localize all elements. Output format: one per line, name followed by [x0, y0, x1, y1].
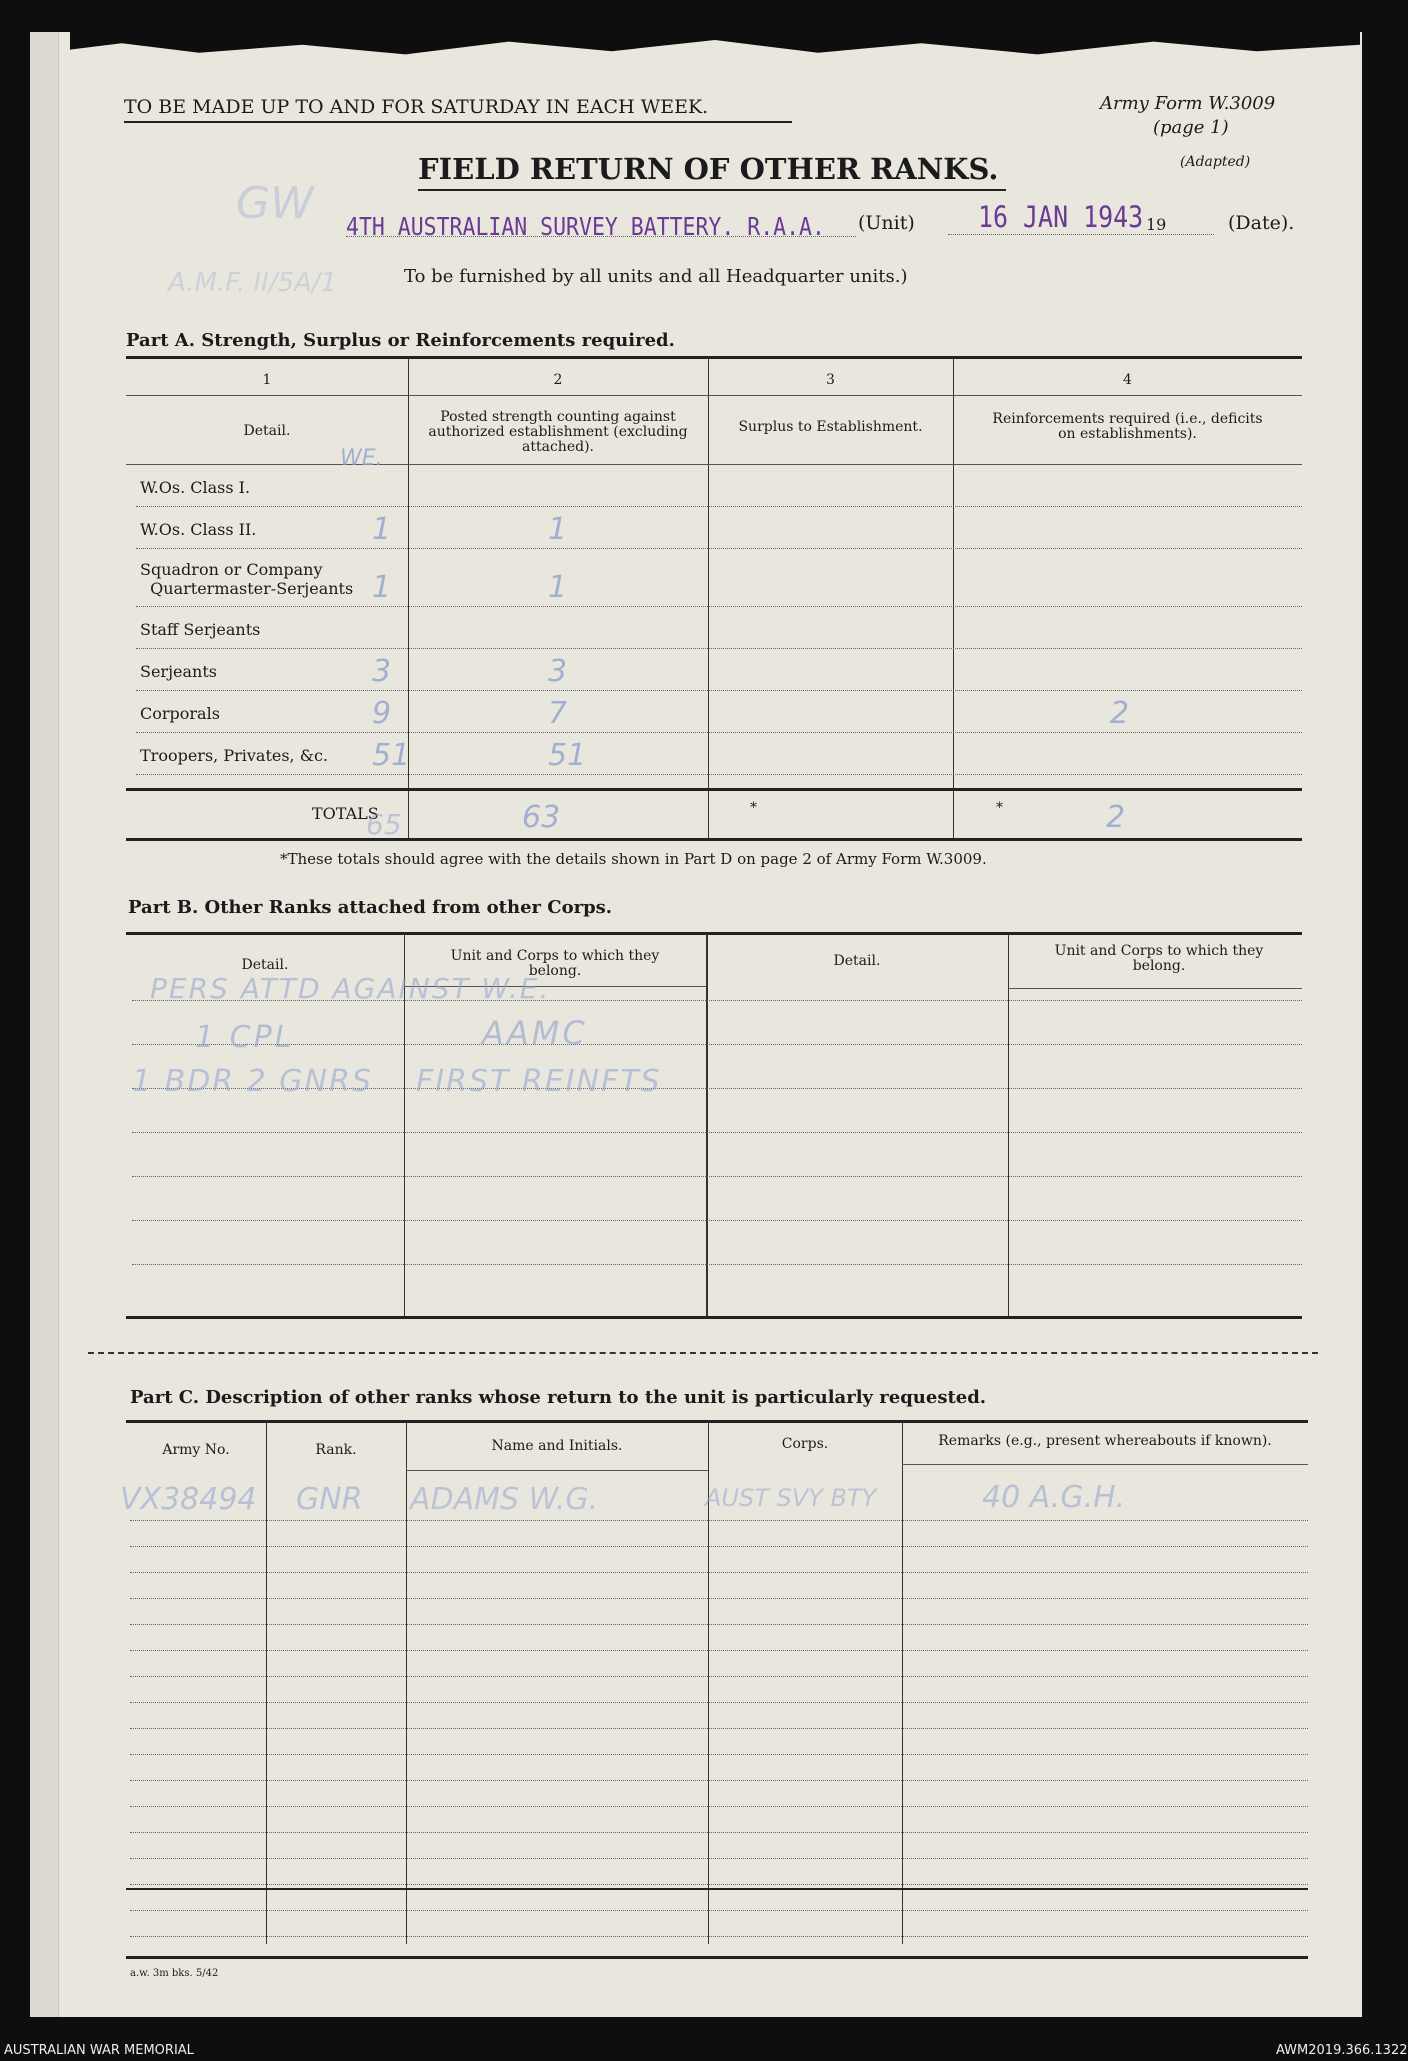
- hw-rank: GNR: [296, 1482, 363, 1517]
- part-c-entry-line: [130, 1676, 1308, 1677]
- part-c-entry-line: [130, 1546, 1308, 1547]
- part-c-entry-line: [130, 1702, 1308, 1703]
- part-b-entry-line: [132, 1264, 1302, 1265]
- part-a-col-number: 1: [262, 372, 272, 388]
- part-a-row-detail: Troopers, Privates, &c.: [140, 746, 329, 765]
- part-b-entry-line: [132, 1220, 1302, 1221]
- hw-we-value: 3: [372, 654, 392, 689]
- part-b-header-unit-2: Unit and Corps to which they belong.: [1054, 943, 1264, 974]
- page-number: (page 1): [1153, 117, 1229, 138]
- totals-label: TOTALS: [312, 804, 379, 823]
- date-dotted-line: [948, 234, 1214, 235]
- part-c-entry-line: [130, 1728, 1308, 1729]
- unit-label: (Unit): [858, 212, 915, 234]
- hw-posted-value: 7: [548, 696, 568, 731]
- part-b-col-divider: [1008, 934, 1009, 1316]
- hw-total-posted: 63: [522, 800, 561, 835]
- part-a-col-divider: [953, 358, 954, 838]
- hw-total-reinf: 2: [1106, 800, 1126, 835]
- part-a-header-detail: Detail.: [243, 423, 291, 439]
- part-c-entry-line: [130, 1754, 1308, 1755]
- part-c-header-remarks: Remarks (e.g., present whereabouts if known).: [938, 1433, 1272, 1449]
- part-b-header-detail-1: Detail.: [241, 957, 289, 973]
- part-c-entry-line: [130, 1936, 1308, 1937]
- part-c-top-rule: [126, 1420, 1308, 1423]
- furnish-note: To be furnished by all units and all Headquarter units.): [404, 266, 908, 287]
- part-c-rule: [406, 1470, 708, 1471]
- print-code: a.w. 3m bks. 5/42: [130, 1968, 219, 1979]
- part-b-entry-line: [132, 1044, 1302, 1045]
- hw-we-value: 1: [372, 570, 392, 605]
- part-b-entry-line: [132, 1132, 1302, 1133]
- part-c-entry-line: [130, 1884, 1308, 1885]
- part-a-col-number: 3: [826, 372, 835, 388]
- hw-posted-value: 51: [548, 738, 587, 773]
- unit-dotted-line: [346, 236, 856, 237]
- part-c-rule: [902, 1464, 1308, 1465]
- part-c-header-corps: Corps.: [781, 1436, 829, 1452]
- hw-attached-line-1: PERS ATTD AGAINST W.E.: [150, 972, 551, 1005]
- cut-line: [88, 1352, 1318, 1354]
- hw-army-no: VX38494: [120, 1482, 257, 1517]
- part-a-col-number: 4: [1123, 372, 1132, 388]
- hw-attached-line-3-unit: FIRST REINFTS: [416, 1064, 662, 1099]
- part-a-header-reinforcements: Reinforcements required (i.e., deficits on establishments).: [992, 411, 1263, 442]
- hw-posted-value: 1: [548, 512, 568, 547]
- part-b-header-detail-2: Detail.: [833, 953, 881, 969]
- part-c-heading: Part C. Description of other ranks whose return to the unit is particularly requested.: [130, 1387, 987, 1408]
- part-a-bottom-rule: [126, 838, 1302, 841]
- hw-attached-line-2-detail: 1 CPL: [195, 1020, 295, 1055]
- hw-we-value: 51: [372, 738, 411, 773]
- part-a-row-rule: [136, 774, 1302, 775]
- part-a-row-detail: Squadron or Company Quartermaster-Serjeants: [140, 560, 354, 598]
- archive-reference: AWM2019.366.1322: [1276, 2043, 1408, 2058]
- part-a-row-rule: [136, 732, 1302, 733]
- part-a-row-rule: [136, 648, 1302, 649]
- hw-posted-value: 3: [548, 654, 568, 689]
- form-number: Army Form W.3009: [1100, 93, 1276, 114]
- part-a-row-detail: W.Os. Class I.: [140, 478, 251, 497]
- total-surplus-mark: *: [750, 800, 757, 816]
- part-c-col-divider: [406, 1422, 407, 1944]
- part-a-header-posted: Posted strength counting against authorized establishment (excluding attached).: [428, 409, 688, 455]
- hw-we-value: 1: [372, 512, 392, 547]
- part-a-totals-rule: [126, 788, 1302, 791]
- title-underline: [418, 189, 1006, 191]
- part-a-col-number: 2: [553, 372, 563, 388]
- part-a-row-rule: [136, 506, 1302, 507]
- part-c-entry-line: [130, 1650, 1308, 1651]
- date-year-prefix: 19: [1146, 215, 1167, 234]
- part-b-bottom-rule: [126, 1316, 1302, 1319]
- part-a-row-rule: [136, 606, 1302, 607]
- part-a-row-rule: [136, 548, 1302, 549]
- part-a-header-surplus: Surplus to Establishment.: [738, 419, 923, 435]
- total-reinf-mark: *: [996, 800, 1003, 816]
- part-c-header-name: Name and Initials.: [491, 1438, 623, 1454]
- part-a-heading: Part A. Strength, Surplus or Reinforcements required.: [126, 330, 675, 351]
- weekly-instruction: TO BE MADE UP TO AND FOR SATURDAY IN EACH WEEK.: [124, 96, 709, 118]
- part-c-entry-line: [130, 1572, 1308, 1573]
- part-c-entry-line: [130, 1520, 1308, 1521]
- part-a-row-rule: [136, 690, 1302, 691]
- hw-reinf-value: 2: [1110, 696, 1130, 731]
- part-c-entry-line: [130, 1624, 1308, 1625]
- hw-remarks: 40 A.G.H.: [982, 1480, 1126, 1515]
- part-b-col-divider: [706, 934, 708, 1316]
- part-b-header-unit-1: Unit and Corps to which they belong.: [450, 948, 660, 979]
- part-c-header-army-no: Army No.: [162, 1442, 230, 1458]
- part-b-entry-line: [132, 1176, 1302, 1177]
- archive-credit: AUSTRALIAN WAR MEMORIAL: [4, 2043, 194, 2058]
- adapted-note: (Adapted): [1180, 154, 1251, 170]
- unit-stamp: 4TH AUSTRALIAN SURVEY BATTERY. R.A.A.: [346, 212, 825, 241]
- part-a-rule: [126, 464, 1302, 465]
- part-c-entry-line: [130, 1832, 1308, 1833]
- part-c-entry-line: [130, 1910, 1308, 1911]
- part-b-heading: Part B. Other Ranks attached from other Corps.: [128, 897, 613, 918]
- part-c-entry-line: [130, 1780, 1308, 1781]
- part-a-rule: [126, 395, 1302, 396]
- part-c-entry-line: [130, 1806, 1308, 1807]
- part-c-col-divider: [902, 1422, 903, 1944]
- hw-initials: GW: [236, 178, 314, 229]
- instruction-underline: [124, 121, 792, 123]
- date-label: (Date).: [1228, 212, 1295, 234]
- hw-posted-value: 1: [548, 570, 568, 605]
- part-a-row-detail: W.Os. Class II.: [140, 520, 257, 539]
- part-c-entry-line: [130, 1858, 1308, 1859]
- hw-attached-line-2-unit: AAMC: [482, 1014, 588, 1052]
- hw-name: ADAMS W.G.: [410, 1482, 599, 1517]
- hw-corps: AUST SVY BTY: [705, 1484, 877, 1512]
- form-title: FIELD RETURN OF OTHER RANKS.: [418, 152, 999, 186]
- part-a-row-detail: Staff Serjeants: [140, 620, 261, 639]
- part-b-top-rule: [126, 932, 1302, 935]
- hw-attached-line-3-detail: 1 BDR 2 GNRS: [132, 1064, 373, 1099]
- part-c-section-rule: [126, 1888, 1308, 1890]
- part-a-top-rule: [126, 356, 1302, 359]
- part-c-bottom-rule: [126, 1956, 1308, 1959]
- part-c-header-rank: Rank.: [315, 1442, 357, 1458]
- hw-we-label: WE.: [340, 446, 383, 471]
- part-c-col-divider: [266, 1422, 267, 1944]
- part-a-row-detail: Corporals: [140, 704, 220, 723]
- part-a-footnote: *These totals should agree with the details shown in Part D on page 2 of Army Form W.3009.: [280, 850, 987, 868]
- date-stamp: 16 JAN 1943: [978, 200, 1144, 234]
- part-a-row-detail: Serjeants: [140, 662, 217, 681]
- part-c-entry-line: [130, 1598, 1308, 1599]
- hw-total-we: 65: [366, 808, 402, 841]
- hw-we-value: 9: [372, 696, 392, 731]
- hw-reference: A.M.F. II/5A/1: [168, 268, 338, 298]
- part-b-rule: [1008, 988, 1302, 989]
